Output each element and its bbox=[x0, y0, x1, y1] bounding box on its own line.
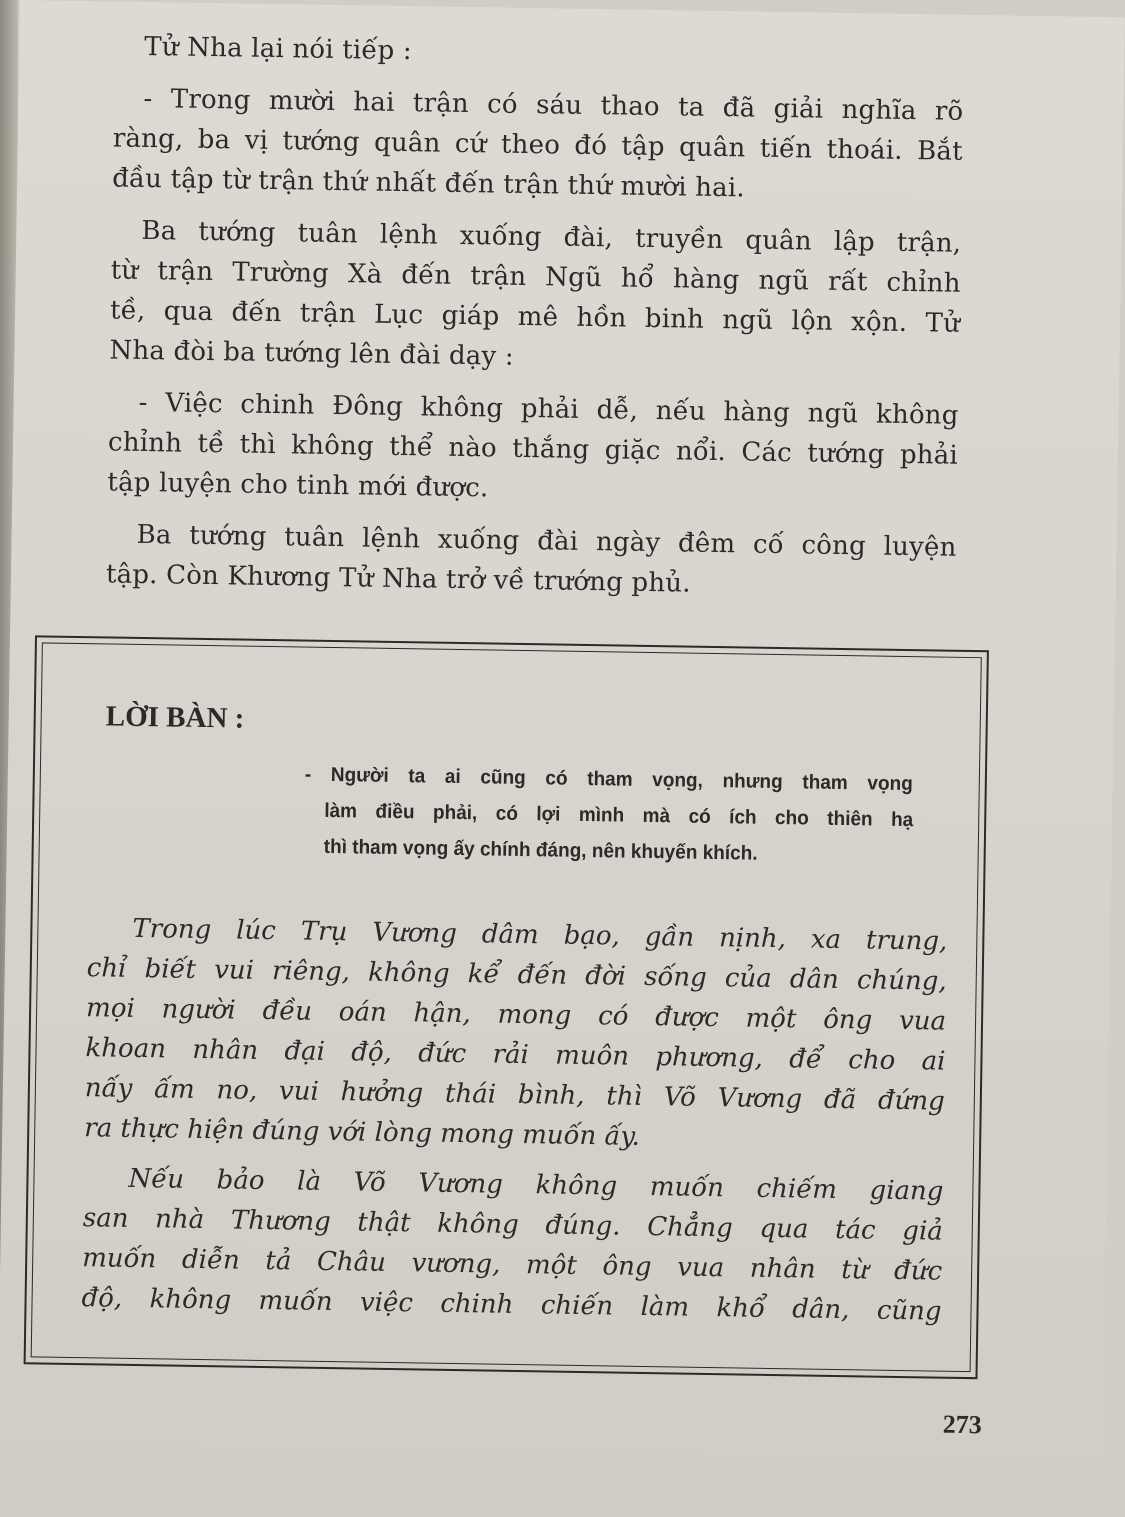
commentary-line: nấy ấm no, vui hưởng thái bình, thì Võ Vương đã đứng bbox=[84, 1073, 946, 1117]
commentary-line: mọi người đều oán hận, mong có được một ông vua bbox=[85, 993, 947, 1037]
text-line: - Trong mười hai trận có sáu thao ta đã giải nghĩa rõ bbox=[143, 83, 964, 127]
text-line: tập luyện cho tinh mới được. bbox=[107, 467, 489, 504]
text-line: ràng, ba vị tướng quân cứ theo đó tập quân tiến thoái. Bắt bbox=[112, 123, 963, 167]
commentary-box bbox=[24, 635, 989, 1379]
text-line: tề, qua đến trận Lục giáp mê hồn binh ngũ lộn xộn. Tử bbox=[109, 295, 961, 339]
commentary-summary-line: làm điều phải, có lợi mình mà có ích cho thiên hạ bbox=[324, 799, 914, 832]
commentary-line: Nếu bảo là Võ Vương không muốn chiếm giang bbox=[128, 1163, 944, 1207]
commentary-summary-line: - Người ta ai cũng có tham vọng, nhưng tham vọng bbox=[304, 763, 913, 796]
body-text bbox=[20, 0, 1125, 599]
commentary-line: Trong lúc Trụ Vương dâm bạo, gần nịnh, xa trung, bbox=[132, 913, 948, 957]
commentary-summary-line: thì tham vọng ấy chính đáng, nên khuyến khích. bbox=[323, 835, 758, 865]
commentary-line: độ, không muốn việc chinh chiến làm khổ dân, cũng bbox=[81, 1283, 942, 1327]
text-line: Tử Nha lại nói tiếp : bbox=[144, 31, 413, 67]
text-line: từ trận Trường Xà đến trận Ngũ hổ hàng ngũ rất chỉnh bbox=[110, 255, 961, 299]
commentary-heading: LỜI BÀN : bbox=[105, 700, 245, 735]
commentary-line: chỉ biết vui riêng, không kể đến đời sống của dân chúng, bbox=[86, 953, 947, 997]
text-line: Ba tướng tuân lệnh xuống đài ngày đêm cố công luyện bbox=[136, 519, 957, 563]
text-line: Ba tướng tuân lệnh xuống đài, truyền quân lập trận, bbox=[141, 215, 962, 259]
commentary-line: muốn diễn tả Châu vương, một ông vua nhân từ đức bbox=[82, 1243, 943, 1287]
commentary-line: khoan nhân đại độ, đức rải muôn phương, để cho ai bbox=[85, 1033, 946, 1077]
text-line: đầu tập từ trận thứ nhất đến trận thứ mười hai. bbox=[111, 163, 746, 204]
text-line: chỉnh tề thì không thể nào thắng giặc nổi. Các tướng phải bbox=[107, 427, 959, 471]
text-line: - Việc chinh Đông không phải dễ, nếu hàng ngũ không bbox=[138, 387, 959, 431]
text-line: tập. Còn Khương Tử Nha trở về trướng phủ. bbox=[105, 559, 691, 599]
page-number: 273 bbox=[942, 1409, 982, 1440]
text-line: Nha đòi ba tướng lên đài dạy : bbox=[109, 335, 515, 372]
commentary-line: ra thực hiện đúng với lòng mong muốn ấy. bbox=[84, 1113, 641, 1152]
commentary-line: san nhà Thương thật không đúng. Chẳng qua tác giả bbox=[82, 1203, 944, 1247]
